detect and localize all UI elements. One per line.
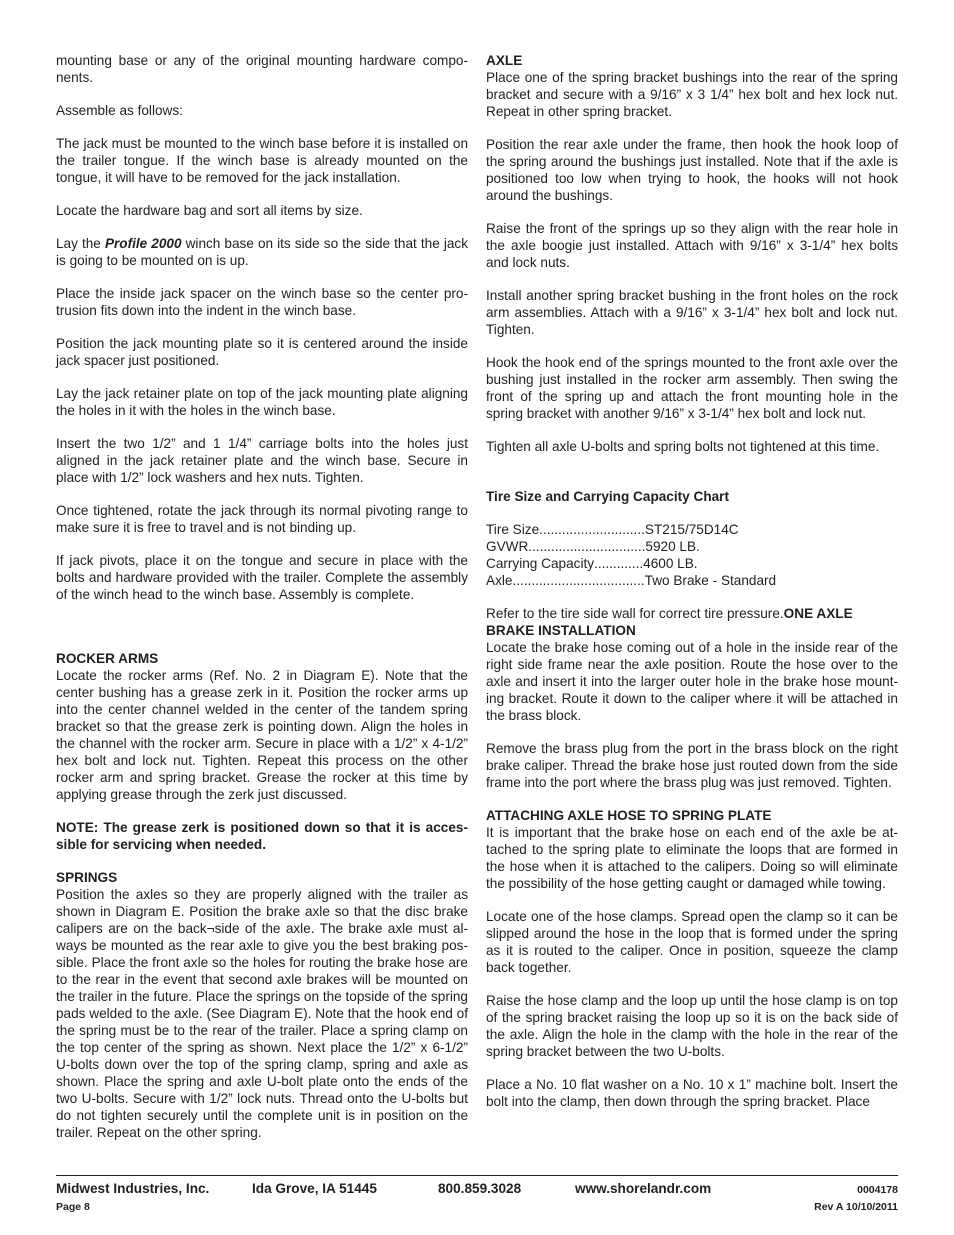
brake-paragraph: Locate the brake hose coming out of a hole in the inside rear of the right side frame near the axle position. Route the hose over to the axle and insert it into the larger outer hole in the brake hose mounting bracket. Route it down to the caliper where it will be attached in the brass block. bbox=[486, 640, 898, 723]
footer-doc-number: 0004178 bbox=[857, 1184, 898, 1196]
step-paragraph: Place the inside jack spacer on the winch base so the center protrusion fits down into the indent in the winch base. bbox=[56, 286, 468, 318]
capacity-chart-title: Tire Size and Carrying Capacity Chart bbox=[486, 489, 730, 504]
left-column bbox=[56, 52, 468, 1157]
springs-text: Position the axles so they are properly aligned with the trailer as shown in Diagram E. Position the brake axle so that the disc brake calipers are on the back¬side of the axle. The brake axle must always be mounted as the rear axle to give you the best braking possible. Place the front axle so the holes for routing the brake hose are to the rear in the event that second axle brakes will be mounted on the trailer in the future. Place the springs on the topside of the spring pads welded to the axle. (See Diagram E). Note that the hook end of the spring must be to the rear of the trailer. Place a spring clamp on the top center of the spring as shown. Next place the 1/2” x 6-1/2” U-bolts down over the top of the spring clamp, spring and axle as shown. Place the spring and axle U-bolt plate onto the ends of the two U-bolts. Secure with 1/2” lock nuts. Thread onto the U-bolts but do not tighten securely until the complete unit is in position on the trailer. Repeat on the other spring. bbox=[56, 887, 468, 1140]
axle-paragraph: Tighten all axle U-bolts and spring bolts not tightened at this time. bbox=[486, 439, 880, 454]
spec-leader: ............................ bbox=[539, 522, 645, 537]
axle-paragraph: Position the rear axle under the frame, then hook the hook loop of the spring around the bushings just installed. Note that if the axle is positioned too low when trying to hook, the hooks will not hook around the bushings. bbox=[486, 137, 898, 203]
spec-label: GVWR bbox=[486, 539, 529, 554]
spec-value: ST215/75D14C bbox=[644, 522, 739, 537]
step-paragraph: Position the jack mounting plate so it is centered around the inside jack spacer just positioned. bbox=[56, 336, 468, 368]
intro-paragraph: The jack must be mounted to the winch base before it is installed on the trailer tongue. If the winch base is already mounted on the tongue, it will have to be removed for the jack installation. bbox=[56, 136, 468, 185]
step-paragraph: Once tightened, rotate the jack through its normal pivoting range to make sure it is free to travel and is not binding up. bbox=[56, 503, 468, 535]
spec-row bbox=[486, 572, 898, 589]
spec-value: 5920 LB. bbox=[645, 539, 700, 554]
spec-row bbox=[486, 538, 898, 555]
profile-paragraph-start: Lay the bbox=[56, 236, 105, 251]
grease-note: NOTE: The grease zerk is positioned down so that it is accessible for servicing when needed. bbox=[56, 820, 468, 852]
profile-paragraph bbox=[56, 235, 468, 269]
intro-paragraph: Assemble as follows: bbox=[56, 103, 183, 118]
brake-heading-part1: ONE AXLE bbox=[783, 606, 853, 621]
axle-paragraph: Hook the hook end of the springs mounted to the front axle over the bushing just installed in the rocker arm assembly. Then swing the front of the spring up and attach the front mounting hole in the spring bracket with another 9/16” x 3-1/4” hex bolt and lock nut. bbox=[486, 355, 898, 421]
hose-paragraph: It is important that the brake hose on each end of the axle be attached to the spring plate to eliminate the loops that are formed in the hose when it is attached to the calipers. Doing so will eliminate the possibility of the hose getting caught or damaged while towing. bbox=[486, 825, 898, 891]
step-paragraph: Lay the jack retainer plate on top of the jack mounting plate aligning the holes in it with the holes in the winch base. bbox=[56, 386, 468, 418]
hose-heading: ATTACHING AXLE HOSE TO SPRING PLATE bbox=[486, 808, 772, 823]
step-paragraph: Insert the two 1/2” and 1 1/4” carriage bolts into the holes just aligned in the jack retainer plate and the winch base. Secure in place with 1/2” lock washers and hex nuts. Tighten. bbox=[56, 436, 468, 485]
spec-value: Two Brake - Standard bbox=[644, 573, 777, 588]
product-name: Profile 2000 bbox=[104, 236, 182, 251]
footer-website: www.shorelandr.com bbox=[575, 1181, 712, 1196]
footer-phone: 800.859.3028 bbox=[438, 1181, 522, 1196]
footer-divider bbox=[56, 1175, 898, 1176]
footer-page-number: Page 8 bbox=[56, 1201, 90, 1213]
rocker-arms-heading: ROCKER ARMS bbox=[56, 651, 159, 666]
spec-label: Carrying Capacity bbox=[486, 556, 595, 571]
step-paragraph: If jack pivots, place it on the tongue and secure in place with the bolts and hardware provided with the trailer. Complete the assembly of the winch head to the winch base. Assembly is complete. bbox=[56, 553, 468, 602]
spec-value: 4600 LB. bbox=[643, 556, 698, 571]
spec-row bbox=[486, 521, 898, 538]
intro-paragraph: Locate the hardware bag and sort all items by size. bbox=[56, 203, 363, 218]
footer-company: Midwest Industries, Inc. bbox=[56, 1181, 210, 1196]
spec-label: Tire Size bbox=[486, 522, 540, 537]
axle-paragraph: Place one of the spring bracket bushings into the rear of the spring bracket and secure with a 9/16” x 3 1/4” hex bolt and hex lock nut. Repeat in other spring bracket. bbox=[486, 70, 898, 119]
brake-paragraph: Remove the brass plug from the port in the brass block on the right brake caliper. Thread the brake hose just routed down from the side frame into the port where the brass plug was just removed. Tighten. bbox=[486, 741, 898, 790]
intro-paragraph: mounting base or any of the original mounting hardware components. bbox=[56, 53, 468, 85]
footer-revision: Rev A 10/10/2011 bbox=[814, 1201, 898, 1213]
spec-leader: ............................... bbox=[528, 539, 646, 554]
footer-city: Ida Grove, IA 51445 bbox=[252, 1181, 377, 1196]
right-column bbox=[486, 52, 898, 1126]
tire-pressure-note bbox=[486, 605, 898, 622]
spec-row bbox=[486, 555, 898, 572]
spec-leader: ............. bbox=[594, 556, 644, 571]
profile-paragraph-end: winch base on its side so the side that the jack is going to be mounted on is up. bbox=[56, 236, 468, 268]
axle-paragraph: Raise the front of the springs up so they align with the rear hole in the axle boogie just installed. Attach with 9/16” x 3-1/4” hex bolts and lock nuts. bbox=[486, 221, 898, 270]
brake-heading-part2: BRAKE INSTALLATION bbox=[486, 623, 636, 638]
rocker-arms-text: Locate the rocker arms (Ref. No. 2 in Diagram E). Note that the center bushing has a grease zerk in it. Position the rocker arms up into the center channel welded in the center of the tandem spring bracket so that the grease zerk is pointing down. Align the holes in the channel with the rocker arm. Secure in place with a 1/2” x 4-1/2” hex bolt and lock nut. Tighten. Repeat this process on the other rocker arm and spring bracket. Grease the rocker at this time by applying grease through the zerk just discussed. bbox=[56, 668, 468, 802]
capacity-chart bbox=[486, 521, 898, 589]
hose-paragraph: Raise the hose clamp and the loop up until the hose clamp is on top of the spring bracket raising the loop up so it is on the back side of the axle. Align the hole in the clamp with the hole in the rear of the spring bracket between the two U-bolts. bbox=[486, 993, 898, 1059]
axle-paragraph: Install another spring bracket bushing in the front holes on the rock arm assemblies. Attach with a 9/16” x 3-1/4” hex bolt and lock nut. Tighten. bbox=[486, 288, 898, 337]
spec-leader: ................................... bbox=[512, 573, 645, 588]
hose-paragraph: Locate one of the hose clamps. Spread open the clamp so it can be slipped around the hose in the loop that is formed under the spring as it is routed to the caliper. Once in position, squeeze the clamp back together. bbox=[486, 909, 898, 975]
tire-pressure-text: Refer to the tire side wall for correct tire pressure. bbox=[486, 606, 784, 621]
springs-heading: SPRINGS bbox=[56, 870, 118, 885]
hose-paragraph: Place a No. 10 flat washer on a No. 10 x 1” machine bolt. Insert the bolt into the clamp, then down through the spring bracket. Place bbox=[486, 1077, 898, 1109]
spec-label: Axle bbox=[486, 573, 513, 588]
axle-heading: AXLE bbox=[486, 53, 523, 68]
